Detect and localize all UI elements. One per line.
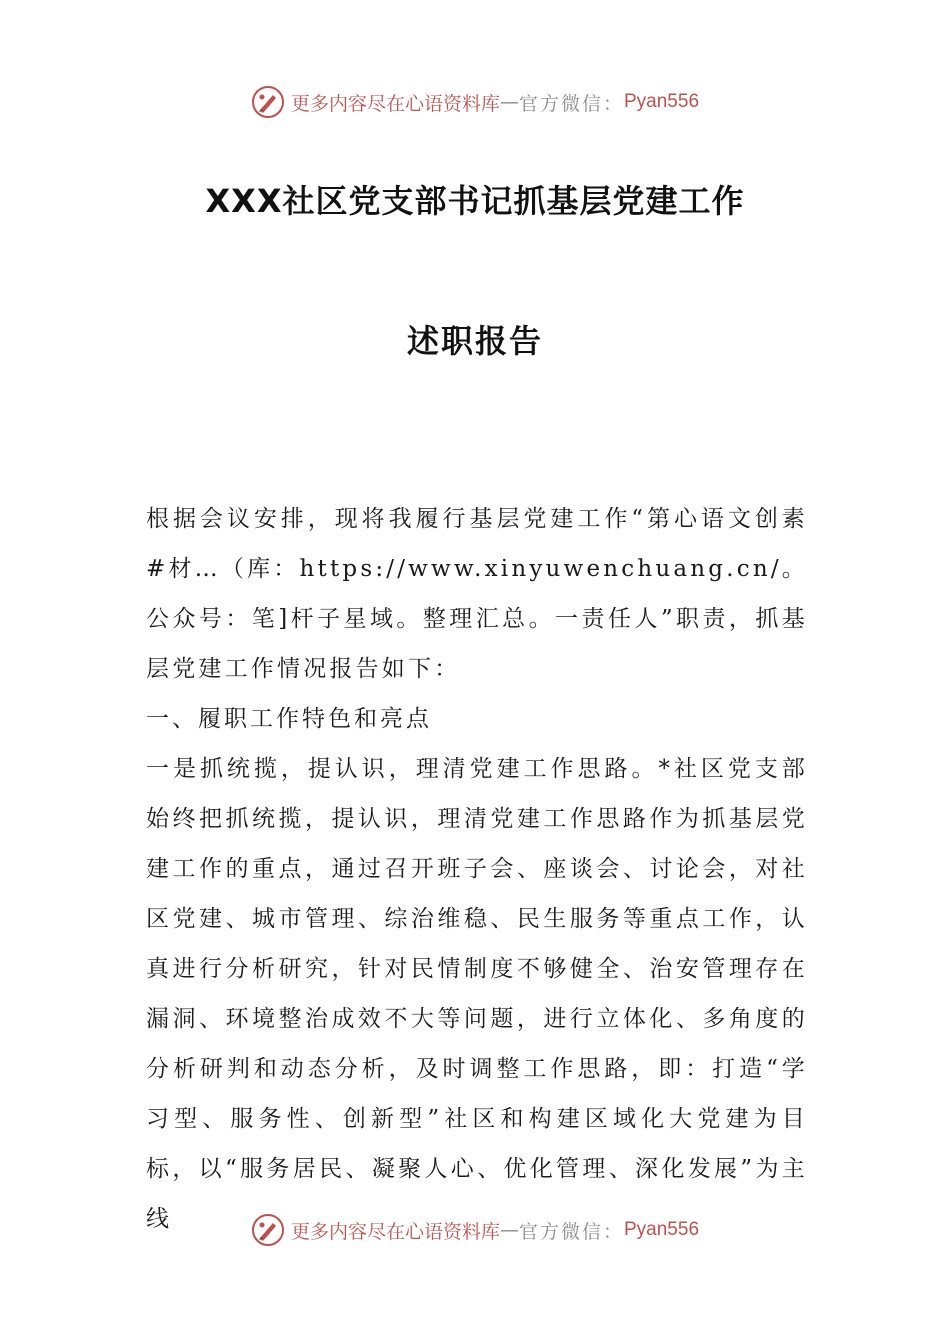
document-subtitle: 述职报告	[406, 322, 543, 360]
body-paragraph: 一是抓统揽，提认识，理清党建工作思路。*社区党支部始终把抓统揽，提认识，理清党建工作思路作为抓基层党建工作的重点，通过召开班子会、座谈会、讨论会，对社区党建、城市管理、综治维稳、民生服务等重点工作，认真进行分析研究，针对民情制度不够健全、治安管理存在漏洞、环境整治成效不大等问题，进行立体化、多角度的分析研判和动态分析，及时调整工作思路，即：打造“学习型、服务性、创新型”社区和构建区域化大党建为目标，以“服务居民、凝聚人心、优化管理、深化发展”为主线	[146, 756, 808, 1232]
watermark-text: 更多内容尽在心语资料库	[290, 1220, 500, 1243]
pen-logo-icon	[251, 1213, 285, 1247]
watermark-text: 更多内容尽在心语资料库	[290, 92, 500, 115]
footer-watermark	[0, 1210, 950, 1250]
watermark-separator: —	[499, 91, 519, 113]
watermark-official-label: 官方微信：	[518, 92, 624, 115]
watermark-official-label: 官方微信：	[518, 1220, 624, 1243]
watermark-separator: —	[499, 1219, 519, 1241]
watermark-wechat-id: Pyan556	[624, 1219, 700, 1240]
header-watermark	[0, 82, 950, 122]
watermark-wechat-id: Pyan556	[624, 91, 700, 112]
section-heading: 一、履职工作特色和亮点	[146, 706, 432, 732]
document-title: XXX社区党支部书记抓基层党建工作	[205, 182, 745, 220]
document-body	[146, 494, 808, 1244]
pen-logo-icon	[251, 85, 285, 119]
intro-paragraph: 根据会议安排，现将我履行基层党建工作“第心语文创素#材…（库：https://www.xinyuwenchuang.cn/。公众号：笔]杆子星域。整理汇总。一责任人”职责，抓基层党建工作情况报告如下：	[146, 506, 808, 682]
